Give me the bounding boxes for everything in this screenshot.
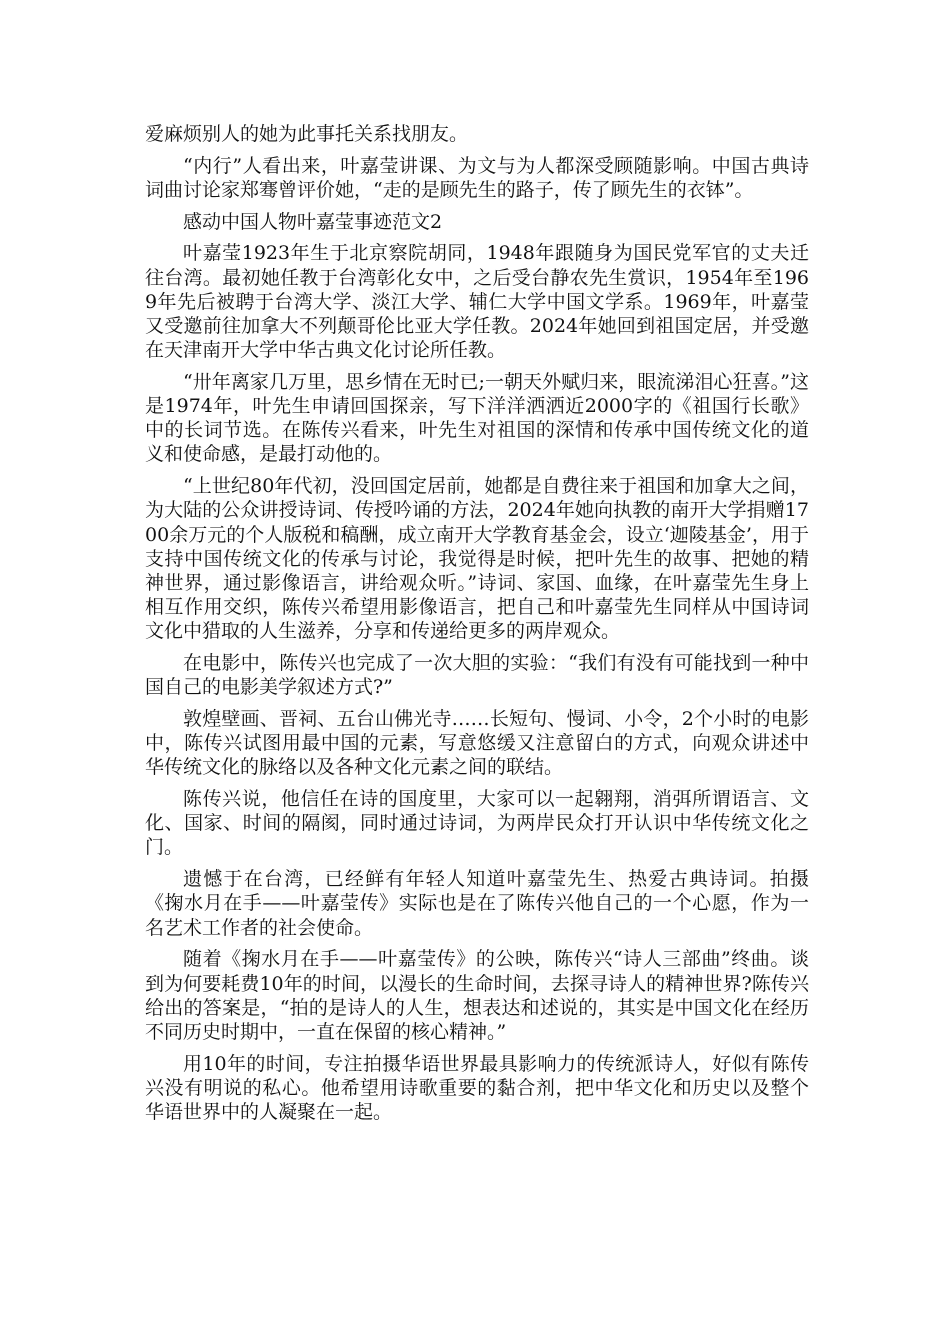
paragraph: 遗憾于在台湾，已经鲜有年轻人知道叶嘉莹先生、热爱古典诗词。拍摄《掬水月在手——叶嘉莹传》实际也是在了陈传兴他自己的一个心愿，作为一名艺术工作者的社会使命。	[145, 868, 809, 939]
paragraph: 在电影中，陈传兴也完成了一次大胆的实验：“我们有没有可能找到一种中国自己的电影美学叙述方式?”	[145, 652, 809, 699]
paragraph: 随着《掬水月在手——叶嘉莹传》的公映，陈传兴“诗人三部曲”终曲。谈到为何要耗费10年的时间，以漫长的生命时间，去探寻诗人的精神世界?陈传兴给出的答案是，“拍的是诗人的人生，想表达和述说的，其实是中国文化在经历不同历史时期中，一直在保留的核心精神。”	[145, 948, 809, 1043]
paragraph: 陈传兴说，他信任在诗的国度里，大家可以一起翱翔，消弭所谓语言、文化、国家、时间的隔阂，同时通过诗词，为两岸民众打开认识中华传统文化之门。	[145, 788, 809, 859]
document-body	[145, 122, 809, 1132]
paragraph: 叶嘉莹1923年生于北京察院胡同，1948年跟随身为国民党军官的丈夫迁往台湾。最初她任教于台湾彰化女中，之后受台静农先生赏识，1954年至1969年先后被聘于台湾大学、淡江大学、辅仁大学中国文学系。1969年，叶嘉莹又受邀前往加拿大不列颠哥伦比亚大学任教。2024年她回到祖国定居，并受邀在天津南开大学中华古典文化讨论所任教。	[145, 242, 809, 362]
paragraph: “内行”人看出来，叶嘉莹讲课、为文与为人都深受顾随影响。中国古典诗词曲讨论家郑骞曾评价她，“走的是顾先生的路子，传了顾先生的衣钵”。	[145, 154, 809, 201]
paragraph: 用10年的时间，专注拍摄华语世界最具影响力的传统派诗人，好似有陈传兴没有明说的私心。他希望用诗歌重要的黏合剂，把中华文化和历史以及整个华语世界中的人凝聚在一起。	[145, 1052, 809, 1124]
paragraph: “上世纪80年代初，没回国定居前，她都是自费往来于祖国和加拿大之间，为大陆的公众讲授诗词、传授吟诵的方法，2024年她向执教的南开大学捐赠1700余万元的个人版税和稿酬，成立南开大学教育基金会，设立‘迦陵基金’，用于支持中国传统文化的传承与讨论，我觉得是时候，把叶先生的故事、把她的精神世界，通过影像语言，讲给观众听。”诗词、家国、血缘，在叶嘉莹先生身上相互作用交织，陈传兴希望用影像语言，把自己和叶嘉莹先生同样从中国诗词文化中猎取的人生滋养，分享和传递给更多的两岸观众。	[145, 475, 809, 643]
paragraph: 敦煌壁画、晋祠、五台山佛光寺……长短句、慢词、小令，2个小时的电影中，陈传兴试图用最中国的元素，写意悠缓又注意留白的方式，向观众讲述中华传统文化的脉络以及各种文化元素之间的联结。	[145, 707, 809, 779]
paragraph: “卅年离家几万里，思乡情在无时已;一朝天外赋归来，眼流涕泪心狂喜。”这是1974年，叶先生申请回国探亲，写下洋洋洒洒近2000字的《祖国行长歌》中的长词节选。在陈传兴看来，叶先生对祖国的深情和传承中国传统文化的道义和使命感，是最打动他的。	[145, 370, 809, 466]
paragraph-continued: 爱麻烦别人的她为此事托关系找朋友。	[145, 123, 469, 145]
section-heading: 感动中国人物叶嘉莹事迹范文2	[183, 210, 443, 233]
